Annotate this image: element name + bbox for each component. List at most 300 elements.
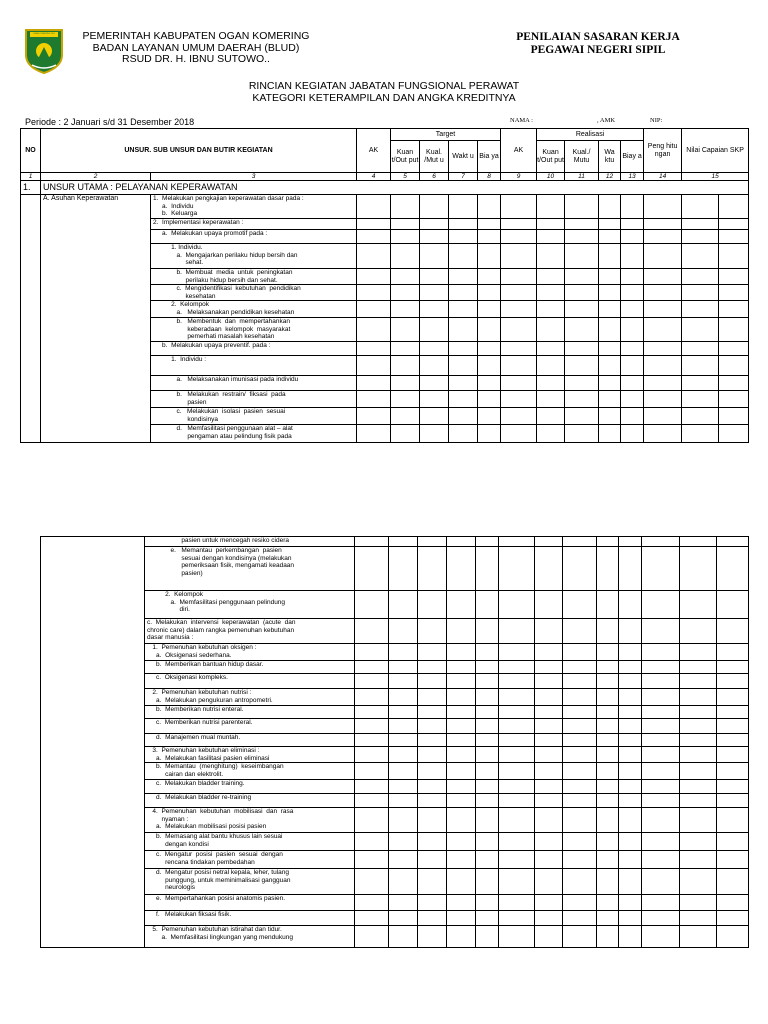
- value-cell[interactable]: [680, 780, 717, 794]
- value-cell[interactable]: [449, 195, 478, 219]
- value-cell[interactable]: [535, 869, 563, 895]
- value-cell[interactable]: [355, 591, 389, 619]
- value-cell[interactable]: [621, 195, 644, 219]
- value-cell[interactable]: [719, 425, 749, 443]
- value-cell[interactable]: [719, 219, 749, 230]
- value-cell[interactable]: [597, 833, 619, 851]
- value-cell[interactable]: [499, 719, 535, 734]
- value-cell[interactable]: [420, 219, 449, 230]
- value-cell[interactable]: [389, 763, 418, 780]
- value-cell[interactable]: [389, 851, 418, 869]
- value-cell[interactable]: [535, 780, 563, 794]
- value-cell[interactable]: [478, 376, 501, 391]
- value-cell[interactable]: [599, 391, 621, 408]
- value-cell[interactable]: [420, 356, 449, 376]
- value-cell[interactable]: [447, 833, 476, 851]
- value-cell[interactable]: [621, 285, 644, 301]
- value-cell[interactable]: [389, 591, 418, 619]
- value-cell[interactable]: [420, 269, 449, 285]
- value-cell[interactable]: [682, 425, 719, 443]
- value-cell[interactable]: [717, 794, 749, 808]
- value-cell[interactable]: [501, 356, 537, 376]
- value-cell[interactable]: [597, 547, 619, 591]
- value-cell[interactable]: [420, 318, 449, 342]
- value-cell[interactable]: [535, 926, 563, 948]
- value-cell[interactable]: [476, 619, 499, 644]
- value-cell[interactable]: [476, 734, 499, 747]
- value-cell[interactable]: [418, 895, 447, 911]
- value-cell[interactable]: [418, 719, 447, 734]
- value-cell[interactable]: [447, 674, 476, 689]
- value-cell[interactable]: [537, 408, 565, 425]
- value-cell[interactable]: [565, 356, 599, 376]
- value-cell[interactable]: [621, 425, 644, 443]
- value-cell[interactable]: [355, 911, 389, 926]
- value-cell[interactable]: [565, 219, 599, 230]
- value-cell[interactable]: [599, 285, 621, 301]
- value-cell[interactable]: [420, 301, 449, 318]
- value-cell[interactable]: [644, 301, 682, 318]
- value-cell[interactable]: [535, 547, 563, 591]
- value-cell[interactable]: [717, 537, 749, 547]
- value-cell[interactable]: [642, 674, 680, 689]
- value-cell[interactable]: [357, 269, 391, 285]
- value-cell[interactable]: [389, 537, 418, 547]
- value-cell[interactable]: [391, 244, 420, 269]
- value-cell[interactable]: [644, 391, 682, 408]
- value-cell[interactable]: [447, 763, 476, 780]
- value-cell[interactable]: [599, 195, 621, 219]
- value-cell[interactable]: [563, 794, 597, 808]
- value-cell[interactable]: [565, 342, 599, 356]
- value-cell[interactable]: [619, 911, 642, 926]
- value-cell[interactable]: [619, 747, 642, 763]
- value-cell[interactable]: [642, 719, 680, 734]
- value-cell[interactable]: [682, 391, 719, 408]
- value-cell[interactable]: [501, 342, 537, 356]
- value-cell[interactable]: [565, 408, 599, 425]
- value-cell[interactable]: [597, 619, 619, 644]
- value-cell[interactable]: [447, 537, 476, 547]
- value-cell[interactable]: [619, 689, 642, 706]
- value-cell[interactable]: [418, 734, 447, 747]
- value-cell[interactable]: [418, 661, 447, 674]
- value-cell[interactable]: [682, 195, 719, 219]
- value-cell[interactable]: [563, 833, 597, 851]
- value-cell[interactable]: [478, 342, 501, 356]
- value-cell[interactable]: [599, 425, 621, 443]
- value-cell[interactable]: [499, 794, 535, 808]
- value-cell[interactable]: [535, 911, 563, 926]
- value-cell[interactable]: [717, 851, 749, 869]
- value-cell[interactable]: [447, 547, 476, 591]
- value-cell[interactable]: [717, 833, 749, 851]
- value-cell[interactable]: [447, 747, 476, 763]
- value-cell[interactable]: [642, 926, 680, 948]
- value-cell[interactable]: [565, 376, 599, 391]
- value-cell[interactable]: [418, 808, 447, 833]
- value-cell[interactable]: [597, 689, 619, 706]
- value-cell[interactable]: [501, 269, 537, 285]
- value-cell[interactable]: [599, 376, 621, 391]
- value-cell[interactable]: [357, 376, 391, 391]
- value-cell[interactable]: [418, 794, 447, 808]
- value-cell[interactable]: [642, 895, 680, 911]
- value-cell[interactable]: [357, 408, 391, 425]
- value-cell[interactable]: [355, 644, 389, 661]
- value-cell[interactable]: [449, 269, 478, 285]
- value-cell[interactable]: [597, 869, 619, 895]
- value-cell[interactable]: [563, 547, 597, 591]
- value-cell[interactable]: [563, 869, 597, 895]
- value-cell[interactable]: [389, 661, 418, 674]
- value-cell[interactable]: [447, 661, 476, 674]
- value-cell[interactable]: [501, 391, 537, 408]
- value-cell[interactable]: [599, 301, 621, 318]
- value-cell[interactable]: [391, 230, 420, 244]
- value-cell[interactable]: [717, 926, 749, 948]
- value-cell[interactable]: [391, 318, 420, 342]
- value-cell[interactable]: [535, 674, 563, 689]
- value-cell[interactable]: [355, 661, 389, 674]
- value-cell[interactable]: [391, 301, 420, 318]
- value-cell[interactable]: [680, 644, 717, 661]
- value-cell[interactable]: [563, 661, 597, 674]
- value-cell[interactable]: [389, 719, 418, 734]
- value-cell[interactable]: [619, 926, 642, 948]
- value-cell[interactable]: [619, 619, 642, 644]
- value-cell[interactable]: [476, 547, 499, 591]
- value-cell[interactable]: [719, 342, 749, 356]
- value-cell[interactable]: [719, 285, 749, 301]
- value-cell[interactable]: [642, 808, 680, 833]
- value-cell[interactable]: [389, 689, 418, 706]
- value-cell[interactable]: [644, 376, 682, 391]
- value-cell[interactable]: [499, 808, 535, 833]
- value-cell[interactable]: [355, 895, 389, 911]
- value-cell[interactable]: [355, 674, 389, 689]
- value-cell[interactable]: [597, 747, 619, 763]
- value-cell[interactable]: [501, 195, 537, 219]
- value-cell[interactable]: [642, 734, 680, 747]
- value-cell[interactable]: [418, 926, 447, 948]
- value-cell[interactable]: [476, 926, 499, 948]
- value-cell[interactable]: [642, 780, 680, 794]
- value-cell[interactable]: [499, 619, 535, 644]
- value-cell[interactable]: [597, 734, 619, 747]
- value-cell[interactable]: [642, 661, 680, 674]
- value-cell[interactable]: [717, 780, 749, 794]
- value-cell[interactable]: [644, 244, 682, 269]
- value-cell[interactable]: [418, 706, 447, 719]
- value-cell[interactable]: [597, 591, 619, 619]
- value-cell[interactable]: [599, 356, 621, 376]
- value-cell[interactable]: [597, 674, 619, 689]
- value-cell[interactable]: [680, 547, 717, 591]
- value-cell[interactable]: [644, 230, 682, 244]
- value-cell[interactable]: [476, 869, 499, 895]
- value-cell[interactable]: [501, 285, 537, 301]
- value-cell[interactable]: [420, 230, 449, 244]
- value-cell[interactable]: [501, 408, 537, 425]
- value-cell[interactable]: [563, 763, 597, 780]
- value-cell[interactable]: [355, 926, 389, 948]
- value-cell[interactable]: [717, 911, 749, 926]
- value-cell[interactable]: [447, 911, 476, 926]
- value-cell[interactable]: [642, 706, 680, 719]
- value-cell[interactable]: [599, 408, 621, 425]
- value-cell[interactable]: [499, 661, 535, 674]
- value-cell[interactable]: [447, 794, 476, 808]
- value-cell[interactable]: [357, 285, 391, 301]
- value-cell[interactable]: [599, 318, 621, 342]
- value-cell[interactable]: [499, 644, 535, 661]
- value-cell[interactable]: [357, 425, 391, 443]
- value-cell[interactable]: [501, 376, 537, 391]
- value-cell[interactable]: [476, 674, 499, 689]
- value-cell[interactable]: [537, 285, 565, 301]
- value-cell[interactable]: [563, 689, 597, 706]
- value-cell[interactable]: [680, 661, 717, 674]
- value-cell[interactable]: [478, 408, 501, 425]
- value-cell[interactable]: [642, 911, 680, 926]
- value-cell[interactable]: [355, 734, 389, 747]
- value-cell[interactable]: [535, 619, 563, 644]
- value-cell[interactable]: [478, 230, 501, 244]
- value-cell[interactable]: [644, 356, 682, 376]
- value-cell[interactable]: [420, 342, 449, 356]
- value-cell[interactable]: [499, 895, 535, 911]
- value-cell[interactable]: [565, 230, 599, 244]
- value-cell[interactable]: [499, 706, 535, 719]
- value-cell[interactable]: [501, 230, 537, 244]
- value-cell[interactable]: [476, 911, 499, 926]
- value-cell[interactable]: [478, 285, 501, 301]
- value-cell[interactable]: [680, 763, 717, 780]
- value-cell[interactable]: [563, 674, 597, 689]
- value-cell[interactable]: [535, 763, 563, 780]
- value-cell[interactable]: [391, 391, 420, 408]
- value-cell[interactable]: [619, 644, 642, 661]
- value-cell[interactable]: [418, 674, 447, 689]
- value-cell[interactable]: [680, 869, 717, 895]
- value-cell[interactable]: [535, 851, 563, 869]
- value-cell[interactable]: [619, 851, 642, 869]
- value-cell[interactable]: [597, 780, 619, 794]
- value-cell[interactable]: [355, 780, 389, 794]
- value-cell[interactable]: [621, 376, 644, 391]
- value-cell[interactable]: [597, 895, 619, 911]
- value-cell[interactable]: [535, 808, 563, 833]
- value-cell[interactable]: [717, 591, 749, 619]
- value-cell[interactable]: [719, 376, 749, 391]
- value-cell[interactable]: [389, 547, 418, 591]
- value-cell[interactable]: [355, 719, 389, 734]
- value-cell[interactable]: [642, 689, 680, 706]
- value-cell[interactable]: [535, 689, 563, 706]
- value-cell[interactable]: [355, 619, 389, 644]
- value-cell[interactable]: [719, 301, 749, 318]
- value-cell[interactable]: [619, 547, 642, 591]
- value-cell[interactable]: [449, 376, 478, 391]
- value-cell[interactable]: [355, 794, 389, 808]
- value-cell[interactable]: [597, 926, 619, 948]
- value-cell[interactable]: [597, 706, 619, 719]
- value-cell[interactable]: [418, 619, 447, 644]
- value-cell[interactable]: [476, 763, 499, 780]
- value-cell[interactable]: [642, 537, 680, 547]
- value-cell[interactable]: [389, 644, 418, 661]
- value-cell[interactable]: [357, 244, 391, 269]
- value-cell[interactable]: [389, 833, 418, 851]
- value-cell[interactable]: [680, 689, 717, 706]
- value-cell[interactable]: [391, 219, 420, 230]
- value-cell[interactable]: [389, 794, 418, 808]
- value-cell[interactable]: [357, 356, 391, 376]
- value-cell[interactable]: [357, 318, 391, 342]
- value-cell[interactable]: [563, 591, 597, 619]
- value-cell[interactable]: [621, 244, 644, 269]
- value-cell[interactable]: [447, 619, 476, 644]
- value-cell[interactable]: [537, 195, 565, 219]
- value-cell[interactable]: [680, 537, 717, 547]
- value-cell[interactable]: [619, 780, 642, 794]
- value-cell[interactable]: [449, 408, 478, 425]
- value-cell[interactable]: [597, 851, 619, 869]
- value-cell[interactable]: [682, 244, 719, 269]
- value-cell[interactable]: [597, 794, 619, 808]
- value-cell[interactable]: [389, 674, 418, 689]
- value-cell[interactable]: [642, 591, 680, 619]
- value-cell[interactable]: [563, 747, 597, 763]
- value-cell[interactable]: [537, 219, 565, 230]
- value-cell[interactable]: [644, 219, 682, 230]
- value-cell[interactable]: [447, 706, 476, 719]
- value-cell[interactable]: [355, 851, 389, 869]
- value-cell[interactable]: [389, 895, 418, 911]
- value-cell[interactable]: [418, 763, 447, 780]
- value-cell[interactable]: [563, 734, 597, 747]
- value-cell[interactable]: [357, 342, 391, 356]
- value-cell[interactable]: [599, 342, 621, 356]
- value-cell[interactable]: [499, 926, 535, 948]
- value-cell[interactable]: [537, 269, 565, 285]
- value-cell[interactable]: [717, 763, 749, 780]
- value-cell[interactable]: [680, 808, 717, 833]
- value-cell[interactable]: [682, 285, 719, 301]
- value-cell[interactable]: [680, 591, 717, 619]
- value-cell[interactable]: [447, 895, 476, 911]
- value-cell[interactable]: [420, 285, 449, 301]
- value-cell[interactable]: [447, 734, 476, 747]
- value-cell[interactable]: [420, 391, 449, 408]
- value-cell[interactable]: [563, 808, 597, 833]
- value-cell[interactable]: [680, 851, 717, 869]
- value-cell[interactable]: [565, 318, 599, 342]
- value-cell[interactable]: [537, 301, 565, 318]
- value-cell[interactable]: [447, 644, 476, 661]
- value-cell[interactable]: [621, 356, 644, 376]
- value-cell[interactable]: [449, 285, 478, 301]
- value-cell[interactable]: [537, 376, 565, 391]
- value-cell[interactable]: [621, 269, 644, 285]
- value-cell[interactable]: [447, 926, 476, 948]
- value-cell[interactable]: [391, 356, 420, 376]
- value-cell[interactable]: [644, 269, 682, 285]
- value-cell[interactable]: [680, 794, 717, 808]
- value-cell[interactable]: [391, 269, 420, 285]
- value-cell[interactable]: [418, 911, 447, 926]
- value-cell[interactable]: [449, 342, 478, 356]
- value-cell[interactable]: [476, 833, 499, 851]
- value-cell[interactable]: [682, 342, 719, 356]
- value-cell[interactable]: [642, 747, 680, 763]
- value-cell[interactable]: [391, 376, 420, 391]
- value-cell[interactable]: [389, 619, 418, 644]
- value-cell[interactable]: [499, 747, 535, 763]
- value-cell[interactable]: [537, 425, 565, 443]
- value-cell[interactable]: [476, 794, 499, 808]
- value-cell[interactable]: [537, 318, 565, 342]
- value-cell[interactable]: [478, 318, 501, 342]
- value-cell[interactable]: [478, 425, 501, 443]
- value-cell[interactable]: [680, 833, 717, 851]
- value-cell[interactable]: [680, 674, 717, 689]
- value-cell[interactable]: [535, 895, 563, 911]
- value-cell[interactable]: [499, 537, 535, 547]
- value-cell[interactable]: [449, 318, 478, 342]
- value-cell[interactable]: [565, 195, 599, 219]
- value-cell[interactable]: [499, 591, 535, 619]
- value-cell[interactable]: [476, 895, 499, 911]
- value-cell[interactable]: [420, 408, 449, 425]
- value-cell[interactable]: [563, 895, 597, 911]
- value-cell[interactable]: [420, 425, 449, 443]
- value-cell[interactable]: [476, 537, 499, 547]
- value-cell[interactable]: [717, 644, 749, 661]
- value-cell[interactable]: [449, 356, 478, 376]
- value-cell[interactable]: [682, 356, 719, 376]
- value-cell[interactable]: [680, 734, 717, 747]
- value-cell[interactable]: [717, 547, 749, 591]
- value-cell[interactable]: [447, 851, 476, 869]
- value-cell[interactable]: [717, 808, 749, 833]
- value-cell[interactable]: [447, 719, 476, 734]
- value-cell[interactable]: [717, 719, 749, 734]
- value-cell[interactable]: [418, 547, 447, 591]
- value-cell[interactable]: [499, 780, 535, 794]
- value-cell[interactable]: [389, 808, 418, 833]
- value-cell[interactable]: [599, 230, 621, 244]
- value-cell[interactable]: [355, 706, 389, 719]
- value-cell[interactable]: [535, 537, 563, 547]
- value-cell[interactable]: [447, 780, 476, 794]
- value-cell[interactable]: [391, 195, 420, 219]
- value-cell[interactable]: [597, 808, 619, 833]
- value-cell[interactable]: [499, 851, 535, 869]
- value-cell[interactable]: [597, 537, 619, 547]
- value-cell[interactable]: [476, 591, 499, 619]
- value-cell[interactable]: [619, 674, 642, 689]
- value-cell[interactable]: [597, 763, 619, 780]
- value-cell[interactable]: [355, 547, 389, 591]
- value-cell[interactable]: [420, 376, 449, 391]
- value-cell[interactable]: [499, 734, 535, 747]
- value-cell[interactable]: [719, 195, 749, 219]
- value-cell[interactable]: [719, 230, 749, 244]
- value-cell[interactable]: [621, 318, 644, 342]
- value-cell[interactable]: [680, 719, 717, 734]
